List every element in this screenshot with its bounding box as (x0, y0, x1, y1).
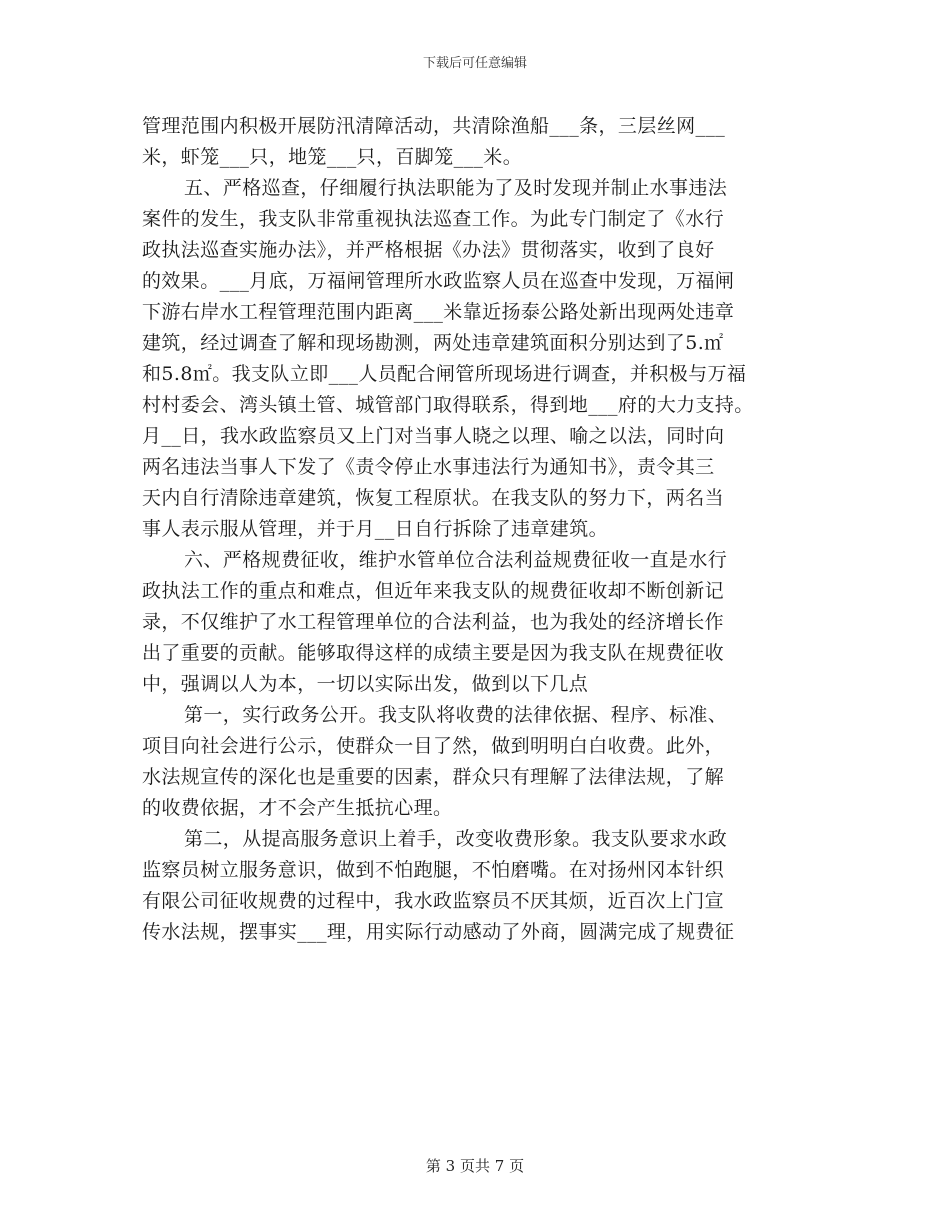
text-line: 中，强调以人为本，一切以实际出发，做到以下几点 (142, 673, 589, 695)
text-line: 监察员树立服务意识，做到不怕跑腿，不怕磨嘴。在对扬州冈本针织 (142, 859, 725, 881)
text-line: 米，虾笼___只，地笼___只，百脚笼___米。 (142, 146, 523, 168)
text-line: 下游右岸水工程管理范围内距离___米靠近扬泰公路处新出现两处违章 (142, 301, 735, 323)
text-line: 政执法巡查实施办法》，并严格根据《办法》贯彻落实，收到了良好 (142, 239, 715, 261)
text-line: 村村委会、湾头镇土管、城管部门取得联系，得到地___府的大力支持。 (142, 394, 754, 416)
text-line: 事人表示服从管理，并于月__日自行拆除了违章建筑。 (142, 518, 609, 540)
text-line: 和5.8㎡。我支队立即___人员配合闸管所现场进行调查，并积极与万福 (142, 363, 747, 385)
text-line: 案件的发生，我支队非常重视执法巡查工作。为此专门制定了《水行 (142, 208, 725, 230)
text-line: 管理范围内积极开展防汛清障活动，共清除渔船___条，三层丝网___ (142, 115, 726, 137)
document-body (142, 111, 822, 948)
text-line: 水法规宣传的深化也是重要的因素，群众只有理解了法律法规，了解 (142, 766, 725, 788)
page-header: 下载后可任意编辑 (422, 56, 527, 71)
text-line: 出了重要的贡献。能够取得这样的成绩主要是因为我支队在规费征收 (142, 642, 725, 664)
text-line: 录，不仅维护了水工程管理单位的合法利益，也为我处的经济增长作 (142, 611, 725, 633)
text-line: 第二，从提高服务意识上着手，改变收费形象。我支队要求水政 (184, 828, 728, 850)
text-line: 建筑，经过调查了解和现场勘测，两处违章建筑面积分别达到了5.㎡ (142, 332, 724, 354)
text-line: 的效果。___月底，万福闸管理所水政监察人员在巡查中发现，万福闸 (142, 270, 735, 292)
text-line: 月__日，我水政监察员又上门对当事人晓之以理、喻之以法，同时向 (142, 425, 725, 447)
text-line: 两名违法当事人下发了《责令停止水事违法行为通知书》，责令其三 (142, 456, 715, 478)
text-line: 五、严格巡查，仔细履行执法职能为了及时发现并制止水事违法 (184, 177, 728, 199)
text-line: 六、严格规费征收，维护水管单位合法利益规费征收一直是水行 (184, 549, 728, 571)
page-number-footer: 第 3 页共 7 页 (425, 1157, 525, 1175)
text-line: 第一，实行政务公开。我支队将收费的法律依据、程序、标准、 (184, 704, 728, 726)
text-line: 的收费依据，才不会产生抵抗心理。 (142, 797, 453, 819)
text-line: 天内自行清除违章建筑，恢复工程原状。在我支队的努力下，两名当 (142, 487, 725, 509)
text-line: 传水法规，摆事实___理，用实际行动感动了外商，圆满完成了规费征 (142, 921, 735, 943)
text-line: 项目向社会进行公示，使群众一目了然，做到明明白白收费。此外， (142, 735, 725, 757)
text-line: 政执法工作的重点和难点，但近年来我支队的规费征收却不断创新记 (142, 580, 725, 602)
text-line: 有限公司征收规费的过程中，我水政监察员不厌其烦，近百次上门宣 (142, 890, 725, 912)
